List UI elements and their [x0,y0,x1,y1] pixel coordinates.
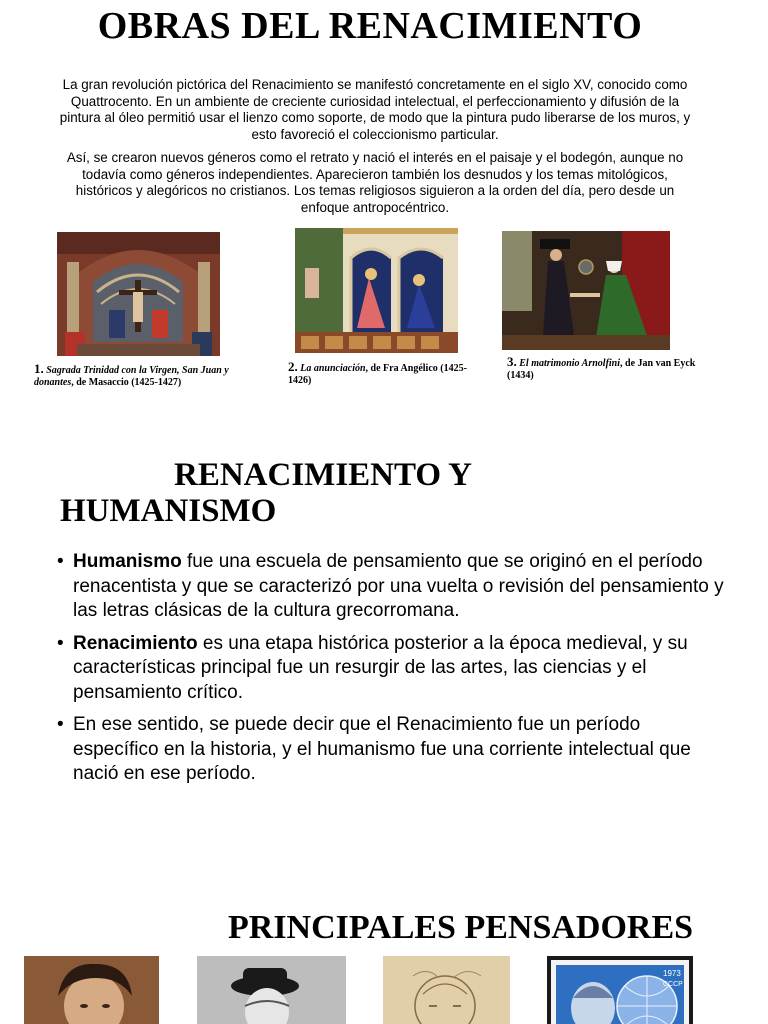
bullet-icon: • [57,632,64,654]
stamp-year: 1973 [663,969,681,978]
section-title-renacimiento-humanismo [60,457,472,529]
painting-trinity-image [57,232,220,356]
section-title-obras: OBRAS DEL RENACIMIENTO [97,5,643,47]
list-item: • Humanismo fue una escuela de pensamiento que se originó en el período renacentista y que se caracterizó por una vuelta o revisión del pensamiento y las letras clásicas de la cultura grecorromana. [57,551,724,621]
painting-arnolfini-image [502,231,670,350]
portrait-thinker-1-image [24,956,159,1024]
list-item: • Renacimiento es una etapa histórica posterior a la época medieval, y su características principal fue un resurgir de las artes, las ciencias y el pensamiento crítico. [57,632,688,703]
portrait-thinker-2-image [197,956,346,1024]
caption-painting-2: 2. La anunciación, de Fra Angélico (1425-1426) [288,359,467,386]
intro-paragraph-1: La gran revolución pictórica del Renacimiento se manifestó concretamente en el siglo XV, conocido como Quattrocento. En un ambiente de creciente curiosidad intelectual, el perfeccionamiento y difusión de la pintura al óleo permitió usar el lienzo como soporte, de modo que la pintura pudo liberarse de los muros, y esto favoreció el coleccionismo particular. [59,77,691,142]
bullet-list [57,550,727,795]
stamp-thinker-4-image [547,956,693,1024]
list-item: • En ese sentido, se puede decir que el Renacimiento fue un período específico en la historia, y el humanismo fue una corriente intelectual que nació en ese período. [57,714,691,784]
portrait-thinker-3-image [383,956,510,1024]
title-line-2: HUMANISMO [60,493,277,529]
caption-painting-3: 3. El matrimonio Arnolfini, de Jan van Eyck (1434) [507,354,696,381]
caption-painting-1: 1. Sagrada Trinidad con la Virgen, San Juan y donantes, de Masaccio (1425-1427) [34,361,229,388]
bullet-icon: • [57,551,64,572]
painting-annunciation-image [295,228,458,353]
title-line-1: RENACIMIENTO Y [174,457,472,493]
stamp-country: CCCP [663,981,683,988]
bullet-icon: • [57,714,64,735]
section-title-pensadores: PRINCIPALES PENSADORES [228,909,694,946]
intro-paragraph-2: Así, se crearon nuevos géneros como el retrato y nació el interés en el paisaje y el bodegón, aunque no todavía como géneros independientes. Aparecieron también los desnudos y los temas mitológicos, históricos y alegóricos no cristianos. Los temas religiosos siguieron a la orden del día, pero desde un enfoque antropocéntrico. [66,150,684,215]
